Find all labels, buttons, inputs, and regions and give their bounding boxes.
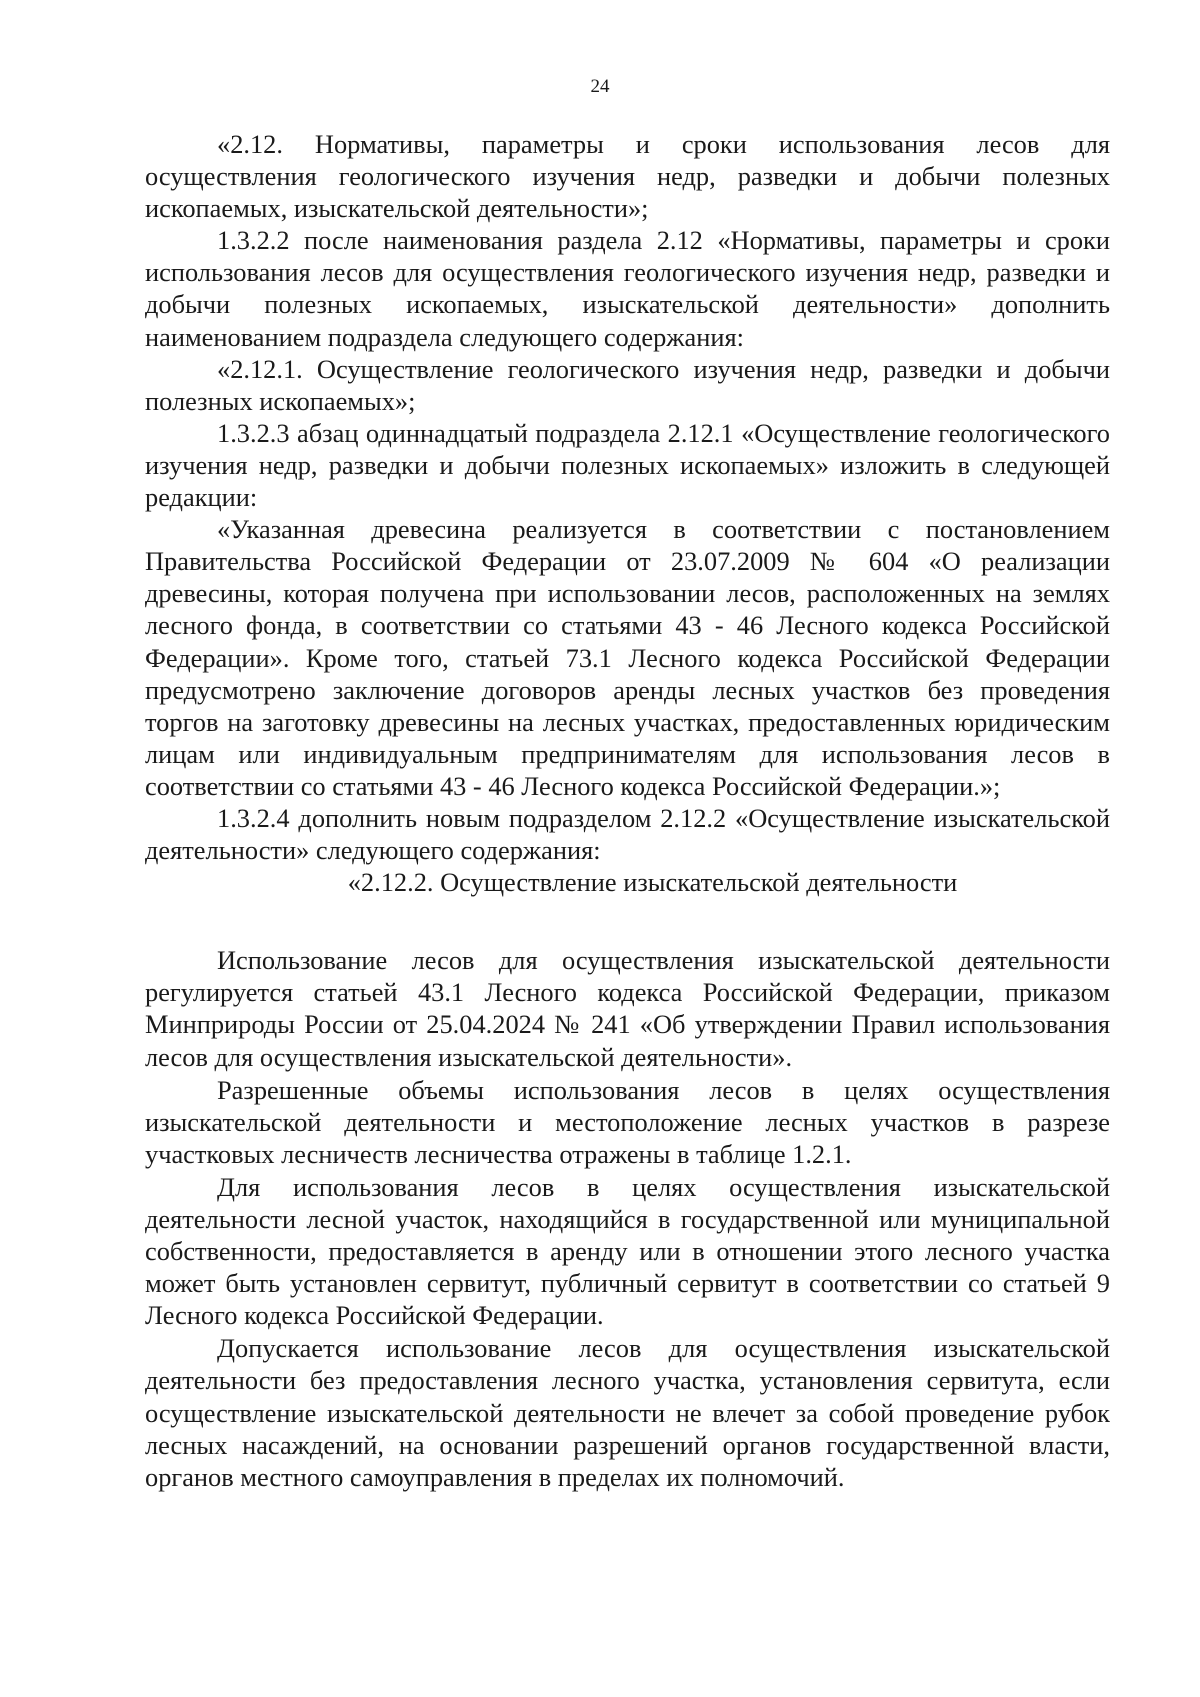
paragraph-subsection-title-2-12-1: «2.12.1. Осуществление геологического изучения недр, разведки и добычи полезных ископаемых»; xyxy=(145,353,1110,416)
paragraph-survey-regulation: Использование лесов для осуществления изыскательской деятельности регулируется статьей 43.1 Лесного кодекса Российской Федерации, приказом Минприроды России от 25.04.2024 № 241 «Об утверждении Правил использования лесов для осуществления изыскательской деятельности». xyxy=(145,945,1110,1072)
paragraph-quoted-wood-sale: «Указанная древесина реализуется в соответствии с постановлением Правительства Российской Федерации от 23.07.2009 № 604 «О реализации древесины, которая получена при использовании лесов, расположенных на землях лесного фонда, в соответствии со статьями 43 - 46 Лесного кодекса Российской Федерации». Кроме того, статьей 73.1 Лесного кодекса Российской Федерации предусмотрено заключение договоров аренды лесных участков без проведения торгов на заготовку древесины на лесных участках, предоставленных юридическим лицам или индивидуальным предпринимателям для использования лесов в соответствии со статьями 43 - 46 Лесного кодекса Российской Федерации.»; xyxy=(145,514,1110,801)
subsection-heading-2-12-2: «2.12.2. Осуществление изыскательской деятельности xyxy=(347,867,958,898)
paragraph-item-1-3-2-2: 1.3.2.2 после наименования раздела 2.12 «Нормативы, параметры и сроки использования лесов для осуществления геологического изучения недр, разведки и добычи полезных ископаемых, изыскательской деятельности» дополнить наименованием подраздела следующего содержания: xyxy=(145,225,1110,352)
page-number: 24 xyxy=(590,76,610,97)
paragraph-item-1-3-2-3: 1.3.2.3 абзац одиннадцатый подраздела 2.12.1 «Осуществление геологического изучения недр, разведки и добычи полезных ископаемых» изложить в следующей редакции: xyxy=(145,417,1110,513)
heading-spacer xyxy=(145,898,1110,944)
document-body xyxy=(145,128,1110,1493)
paragraph-section-title-2-12: «2.12. Нормативы, параметры и сроки использования лесов для осуществления геологического изучения недр, разведки и добычи полезных ископаемых, изыскательской деятельности»; xyxy=(145,129,1110,224)
paragraph-without-lease: Допускается использование лесов для осуществления изыскательской деятельности без предоставления лесного участка, установления сервитута, если осуществление изыскательской деятельности не влечет за собой проведение рубок лесных насаждений, на основании разрешений органов государственной власти, органов местного самоуправления в пределах их полномочий. xyxy=(145,1333,1110,1492)
paragraph-permitted-volumes: Разрешенные объемы использования лесов в целях осуществления изыскательской деятельности и местоположение лесных участков в разрезе участковых лесничеств лесничества отражены в таблице 1.2.1. xyxy=(145,1074,1110,1169)
paragraph-lease-servitude: Для использования лесов в целях осуществления изыскательской деятельности лесной участок, находящийся в государственной или муниципальной собственности, предоставляется в аренду или в отношении этого лесного участка может быть установлен сервитут, публичный сервитут в соответствии со статьей 9 Лесного кодекса Российской Федерации. xyxy=(145,1171,1110,1331)
paragraph-item-1-3-2-4: 1.3.2.4 дополнить новым подразделом 2.12.2 «Осуществление изыскательской деятельности» следующего содержания: xyxy=(145,802,1110,866)
